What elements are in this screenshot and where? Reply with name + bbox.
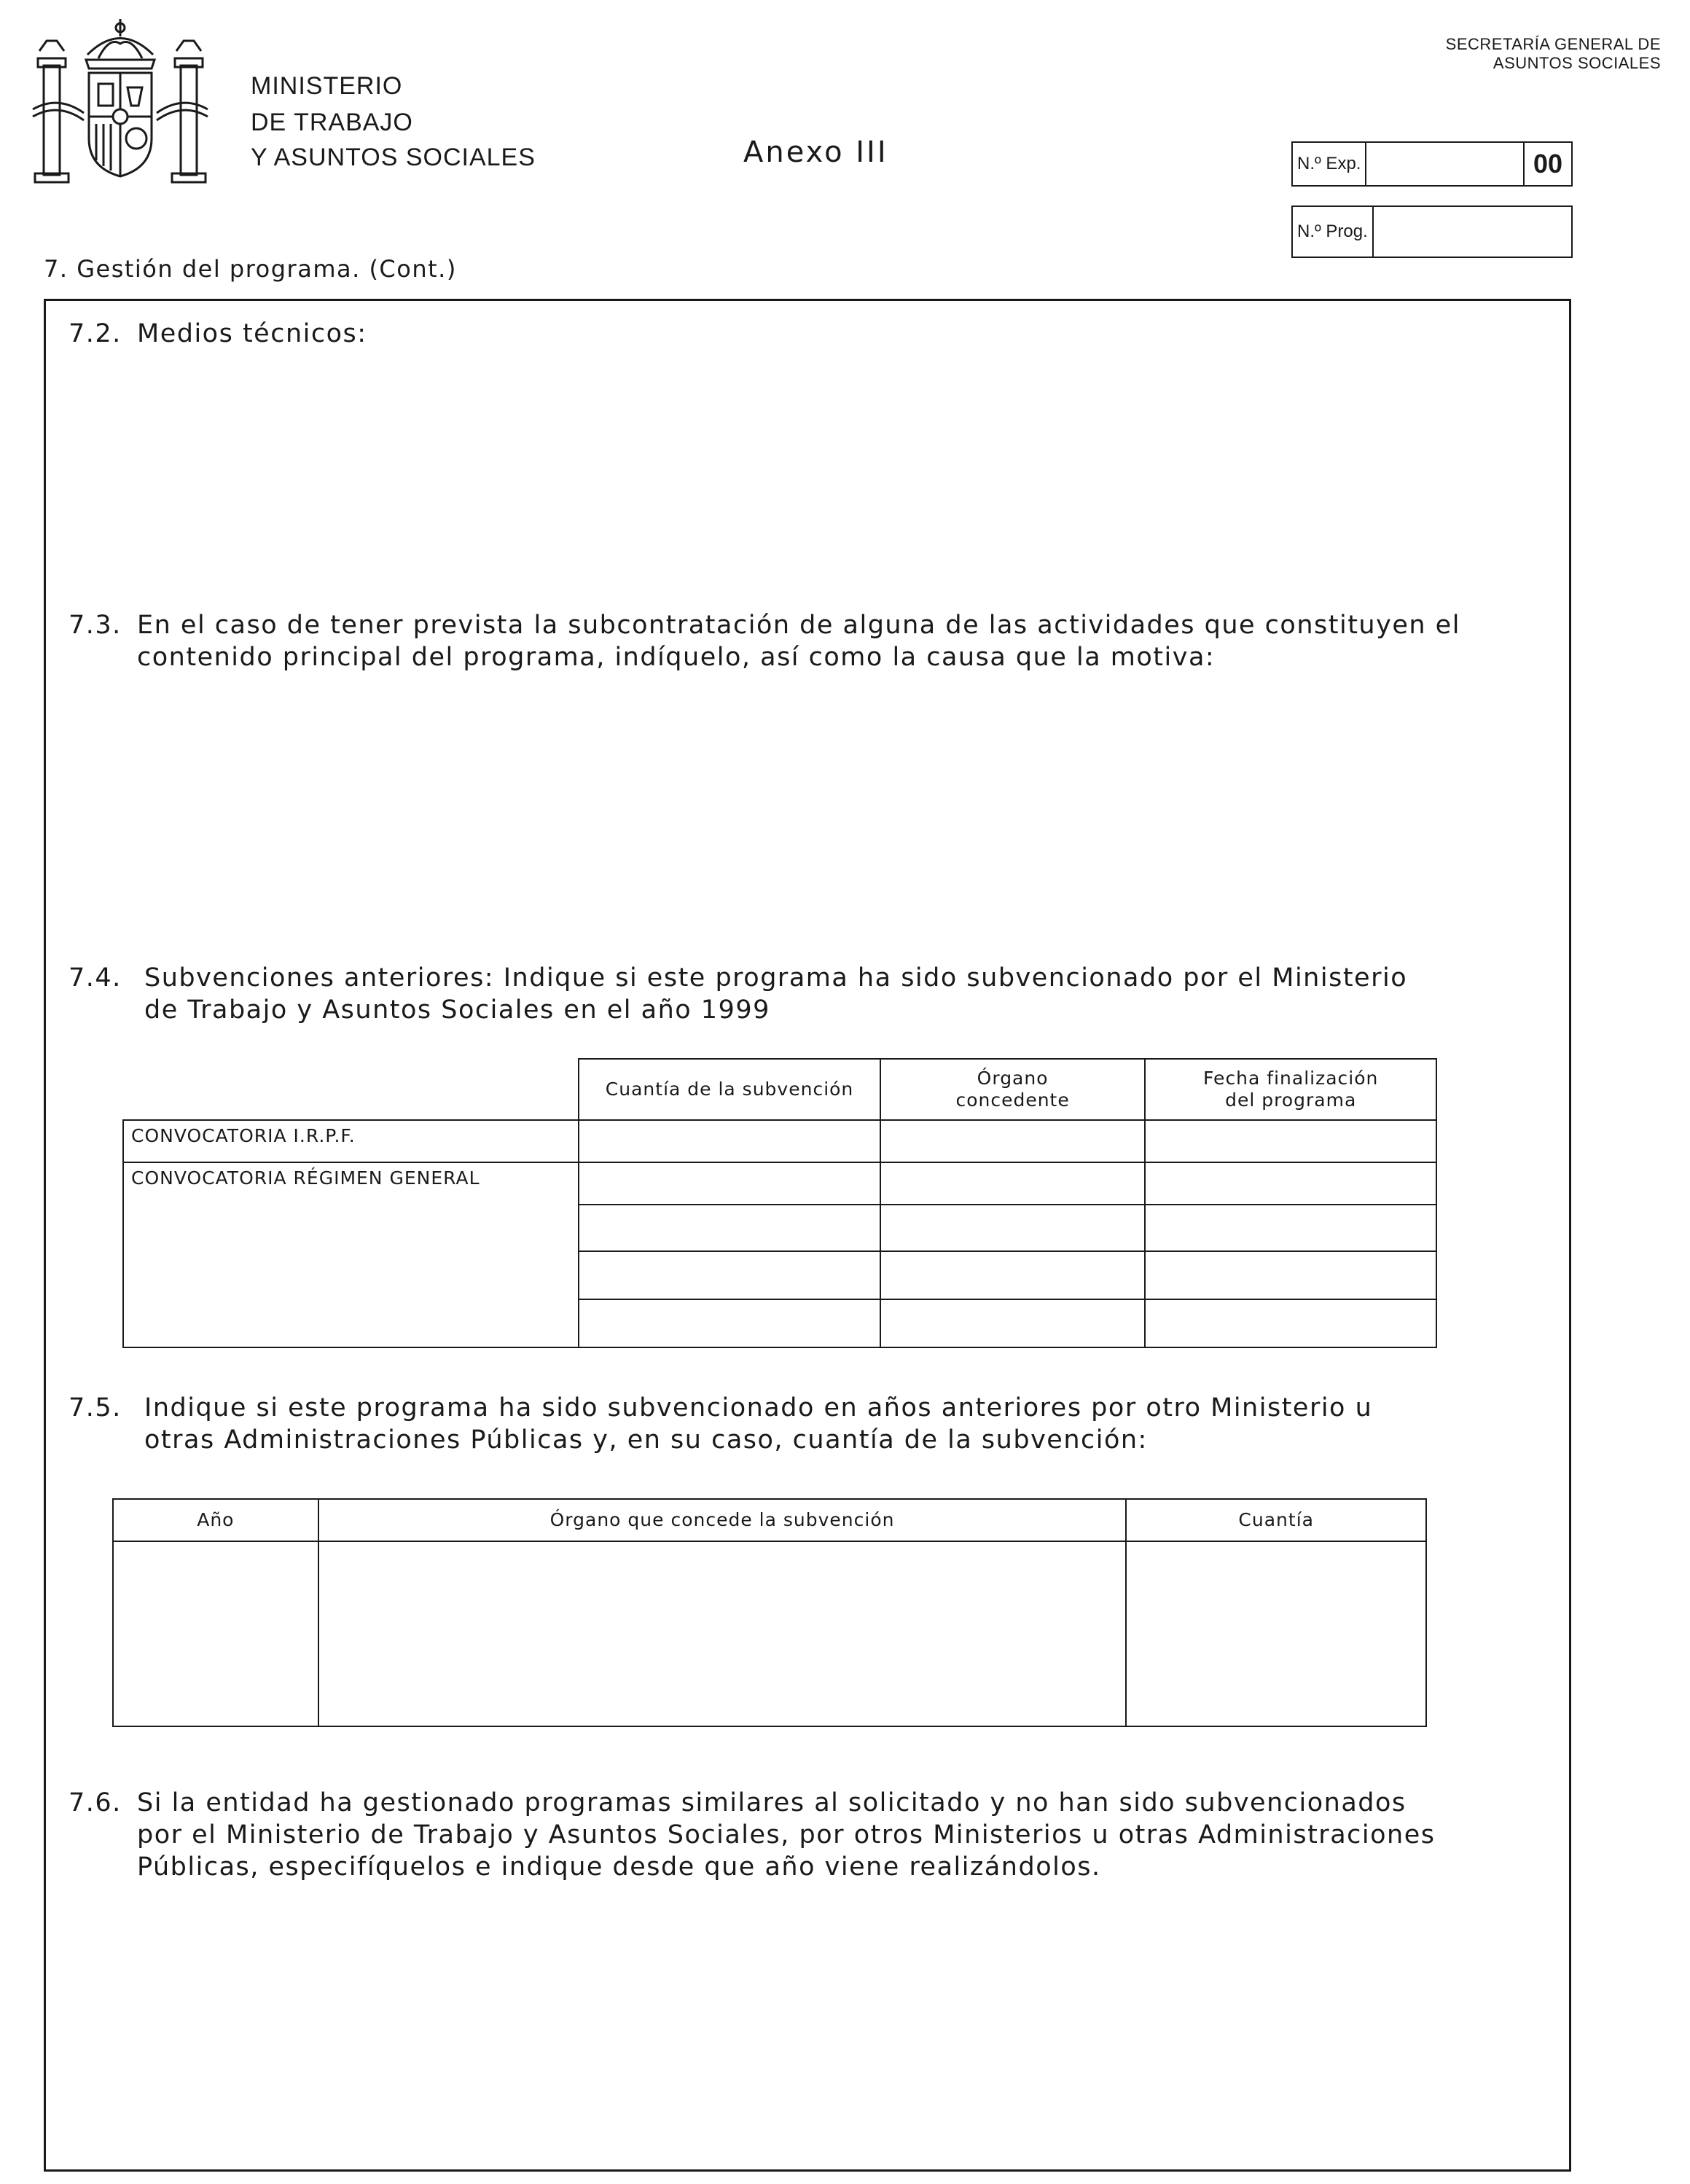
secretaria-line-1: SECRETARÍA GENERAL DE [1445,35,1661,53]
header-ano: Año [113,1499,318,1541]
cell-irpf-organo[interactable] [880,1120,1146,1162]
cell-ano[interactable] [113,1541,318,1726]
cell-general-2-cuantia[interactable] [579,1205,880,1251]
medios-tecnicos-area[interactable] [69,357,1548,598]
item-7-6-line-3: Públicas, especifíquelos e indique desde que año viene realizándolos. [137,1852,1101,1882]
header-cuantia: Cuantía de la subvención [579,1059,880,1120]
table-7-5 [112,1498,1427,1727]
row-label-general: CONVOCATORIA RÉGIMEN GENERAL [123,1162,579,1347]
table-7-4-corner [123,1059,579,1120]
programas-similares-area[interactable] [69,1895,1548,2157]
exp-label: N.º Exp. [1293,143,1366,185]
item-7-2 [69,318,367,350]
cell-organo-concede[interactable] [318,1541,1127,1726]
ministry-line-3: Y ASUNTOS SOCIALES [251,144,536,171]
item-7-6-number: 7.6. [69,1788,122,1817]
item-7-5 [69,1392,1555,1456]
cell-cuantia-75[interactable] [1126,1541,1426,1726]
table-row [123,1162,1436,1205]
item-7-4-line-2: de Trabajo y Asuntos Sociales en el año 1999 [144,995,770,1025]
table-7-5-header-row [113,1499,1426,1541]
item-7-4-line-1: Subvenciones anteriores: Indique si este programa ha sido subvencionado por el Ministerio [144,963,1408,993]
cell-general-1-organo[interactable] [880,1162,1146,1205]
item-7-3-line-1: En el caso de tener prevista la subcontratación de alguna de las actividades que constituyen el [137,611,1460,640]
header-cuantia-75: Cuantía [1126,1499,1426,1541]
prog-label: N.º Prog. [1293,207,1374,257]
item-7-6-line-2: por el Ministerio de Trabajo y Asuntos Sociales, por otros Ministerios u otras Administraciones [137,1820,1436,1850]
item-7-5-number: 7.5. [69,1393,122,1422]
cell-irpf-fecha[interactable] [1145,1120,1436,1162]
header-organo: Órgano concedente [880,1059,1146,1120]
table-row [123,1120,1436,1162]
cell-general-4-cuantia[interactable] [579,1299,880,1347]
exp-number-box [1291,141,1573,187]
item-7-5-line-2: otras Administraciones Públicas y, en su caso, cuantía de la subvención: [144,1425,1148,1455]
cell-general-2-fecha[interactable] [1145,1205,1436,1251]
item-7-4-number: 7.4. [69,963,122,993]
exp-code: 00 [1523,143,1571,185]
cell-general-3-organo[interactable] [880,1251,1146,1299]
table-row [113,1541,1426,1726]
section-title: 7. Gestión del programa. (Cont.) [44,255,457,283]
cell-general-1-cuantia[interactable] [579,1162,880,1205]
cell-general-3-cuantia[interactable] [579,1251,880,1299]
item-7-4 [69,962,1555,1026]
table-7-4 [122,1058,1437,1348]
item-7-5-line-1: Indique si este programa ha sido subvencionado en años anteriores por otro Ministerio u [144,1393,1373,1422]
item-7-3-number: 7.3. [69,611,122,640]
header-organo-concede: Órgano que concede la subvención [318,1499,1127,1541]
secretaria-line-2: ASUNTOS SOCIALES [1493,54,1661,72]
cell-general-2-organo[interactable] [880,1205,1146,1251]
cell-general-4-organo[interactable] [880,1299,1146,1347]
prog-number-field[interactable] [1374,207,1571,257]
prog-number-box [1291,206,1573,258]
cell-general-4-fecha[interactable] [1145,1299,1436,1347]
row-label-irpf: CONVOCATORIA I.R.P.F. [123,1120,579,1162]
item-7-6 [69,1787,1570,1883]
ministry-line-1: MINISTERIO [251,72,403,100]
item-7-2-text: Medios técnicos: [137,319,367,348]
table-7-4-header-row [123,1059,1436,1120]
cell-irpf-cuantia[interactable] [579,1120,880,1162]
item-7-3 [69,609,1555,673]
cell-general-1-fecha[interactable] [1145,1162,1436,1205]
item-7-6-line-1: Si la entidad ha gestionado programas similares al solicitado y no han sido subvencionados [137,1788,1407,1817]
exp-number-field[interactable] [1366,143,1523,185]
header-fecha: Fecha finalización del programa [1145,1059,1436,1120]
item-7-3-line-2: contenido principal del programa, indíquelo, así como la causa que la motiva: [137,643,1216,672]
annex-title: Anexo III [743,136,888,169]
item-7-2-number: 7.2. [69,319,122,348]
cell-general-3-fecha[interactable] [1145,1251,1436,1299]
ministry-line-2: DE TRABAJO [251,109,413,136]
coat-of-arms-icon [29,15,211,189]
subcontratacion-area[interactable] [69,678,1548,955]
